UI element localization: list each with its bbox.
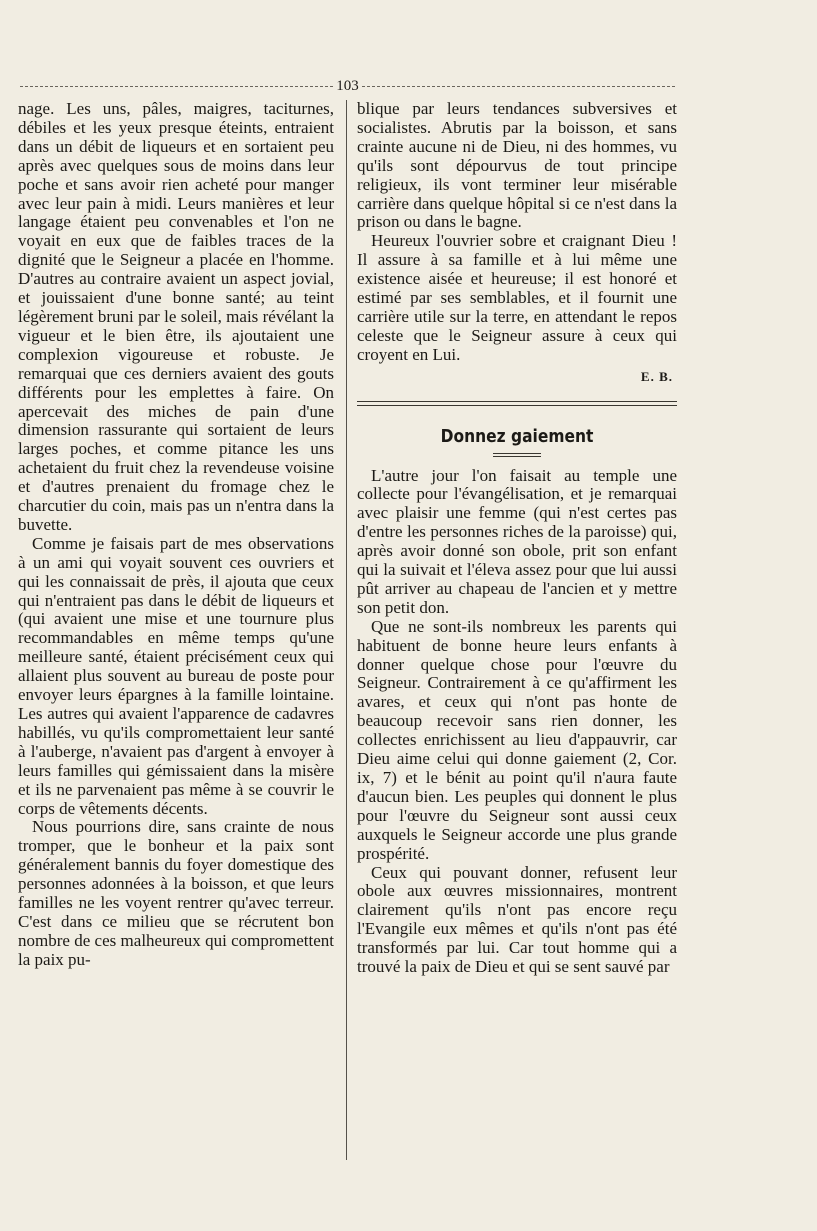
header-rule-left: [20, 86, 333, 87]
section-divider: [357, 401, 677, 406]
header-rule-right: [362, 86, 675, 87]
title-ornament: [493, 453, 541, 457]
right-paragraph-1: blique par leurs tendances subversives et socialistes. Abrutis par la boisson, et sans crainte aucune ni de Dieu, ni des hommes, vu qu'ils sont dépourvus de tout principe religieux, ils vont terminer leur misérable carrière dans quelque hôpital si ce n'est dans la prison ou dans le bagne.: [357, 99, 677, 232]
page-number: 103: [336, 77, 359, 94]
article-paragraph-1: L'autre jour l'on faisait au temple une collecte pour l'évangélisation, et je remarquai avec plaisir une femme (qui n'est certes pas d'entre les personnes riches de la paroisse) qui, après avoir donné son obole, prit son enfant qui la suivait et l'éleva assez pour que lui aussi pût arriver au chapeau de l'ancien et y mettre son petit don.: [357, 465, 677, 617]
right-paragraph-2: Heureux l'ouvrier sobre et craignant Dieu ! Il assure à sa famille et à lui même une existence aisée et heureuse; il est honoré et estimé par ses semblables, et il fournit une carrière utile sur la terre, en attendant le repos celeste que le Seigneur assure à ceux qui croyent en Lui.: [357, 231, 677, 364]
right-column: [357, 100, 677, 977]
article-paragraph-3: Ceux qui pouvant donner, refusent leur obole aux œuvres missionnaires, montrent clairement qu'ils n'ont pas encore reçu l'Evangile eux mêmes et qu'ils n'ont pas été transformés par lui. Car tout homme qui a trouvé la paix de Dieu et qui se sent sauvé par: [357, 862, 677, 977]
left-paragraph-3: Nous pourrions dire, sans crainte de nous tromper, que le bonheur et la paix sont généralement bannis du foyer domestique des personnes adonnées à la boisson, et que leurs familles ne les voyent rentrer qu'avec terreur. C'est dans ce milieu que se récrutent bon nombre de ces malheureux qui compromettent la paix pu-: [18, 817, 334, 969]
left-column: [18, 100, 334, 970]
left-paragraph-1: nage. Les uns, pâles, maigres, taciturnes, débiles et les yeux presque éteints, entraient dans un débit de liqueurs et en sortaient peu après avec quelques sous de moins dans leur poche et sans avoir rien acheté pour manger avec leur pain à midi. Leurs manières et leur langage étaient peu convenables et l'on ne voyait en eux que de faibles traces de la dignité que le Seigneur a placée en l'homme. D'autres au contraire avaient un aspect jovial, et jouissaient d'une bonne santé; au teint légèrement bruni par le soleil, mais révélant la vigueur et le bien être, ils ajoutaient une complexion vigoureuse et robuste. Je remarquai que ces derniers avaient des gouts différents pour les emplettes à faire. On apercevait des miches de pain d'une dimension rassurante qui sortaient de leurs larges poches, et comme pitance les uns achetaient du fruit chez la revendeuse voisine et d'autres prenaient du fromage chez le charcutier du coin, mais pas un n'entra dans la buvette.: [18, 99, 334, 534]
page-header: [20, 76, 675, 96]
author-signature: E. B.: [640, 368, 673, 384]
article-paragraph-2: Que ne sont-ils nombreux les parents qui habituent de bonne heure leurs enfants à donner quelque chose pour l'œuvre du Seigneur. Contrairement à ce qu'affirment les avares, et ceux qui n'ont pas honte de beaucoup recevoir sans rien donner, les collectes enrichissent au lieu d'appauvrir, car Dieu aime celui qui donne gaiement (2, Cor. ix, 7) et le bénit au point qu'il n'aura faute d'aucun bien. Les peuples qui donnent le plus pour l'œuvre du Seigneur sont aussi ceux auxquels le Seigneur accorde une plus grande prospérité.: [357, 616, 677, 863]
column-divider: [346, 100, 347, 1160]
article-title: Donnez gaiement: [440, 425, 594, 447]
left-paragraph-2: Comme je faisais part de mes observations à un ami qui voyait souvent ces ouvriers et qui les connaissait de près, il ajouta que ceux qui n'entraient pas dans le débit de liqueurs et (qui avaient une mise et une tournure plus recommandables en même temps qu'une meilleure santé, étaient précisément ceux qui allaient plus souvent au bureau de poste pour envoyer leurs épargnes à la famille lointaine. Les autres qui avaient l'apparence de cadavres habillés, vu qu'ils compromettaient leur santé à l'auberge, n'avaient pas d'argent à envoyer à leurs familles qui gémissaient dans la misère et ils ne parvenaient pas même à se couvrir le corps de vêtements décents.: [18, 533, 334, 818]
